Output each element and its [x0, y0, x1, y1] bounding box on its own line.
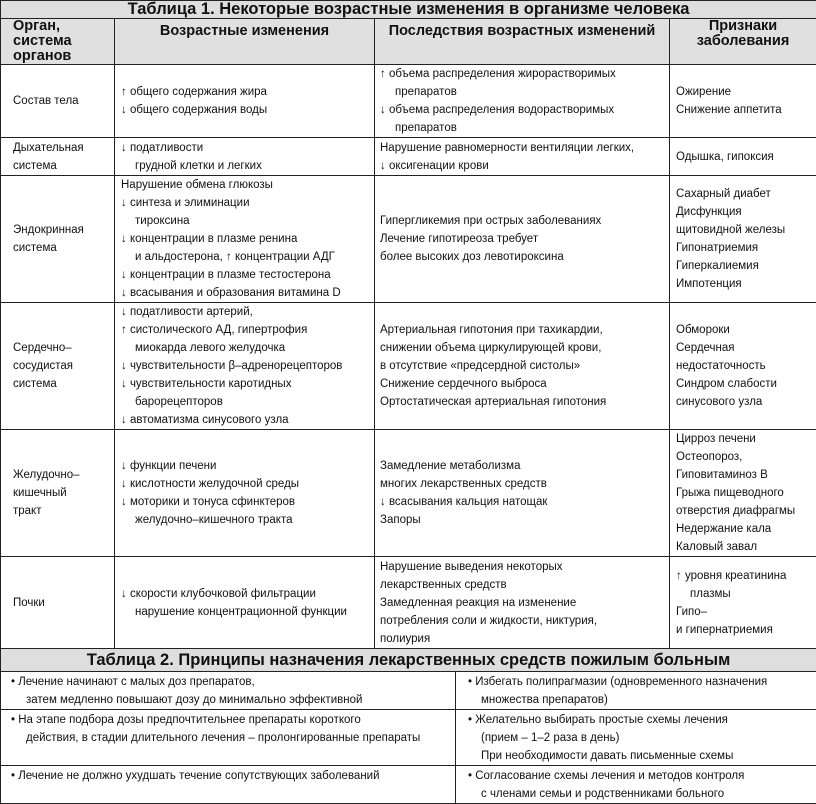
cell-line: плазмы: [670, 585, 816, 603]
cell-line: ↓ объема распределения водорастворимых: [375, 101, 669, 119]
cell-line: ↓ оксигенации крови: [375, 157, 669, 175]
table-row: [1, 710, 816, 766]
cell-line: синусового узла: [670, 393, 816, 411]
table2-title: Таблица 2. Принципы назначения лекарственных средств пожилым больным: [1, 649, 816, 672]
organ-cell: [1, 65, 115, 138]
principle-cell-left: [1, 766, 456, 804]
cell-line: в отсутствие «предсердной систолы»: [375, 357, 669, 375]
cell-line: ↓ чувствительности каротидных: [115, 375, 374, 393]
consequences-cell: [375, 65, 670, 138]
cell-line: Цирроз печени: [670, 430, 816, 448]
cell-line: лекарственных средств: [375, 576, 669, 594]
cell-line: Запоры: [375, 511, 669, 529]
principle-line: затем медленно повышают дозу до минимально эффективной: [1, 691, 455, 709]
cell-line: Нарушение обмена глюкозы: [115, 176, 374, 194]
cell-line: Замедление метаболизма: [375, 457, 669, 475]
cell-line: грудной клетки и легких: [115, 157, 374, 175]
principle-line: При необходимости давать письменные схемы: [456, 747, 816, 765]
cell-line: более высоких доз левотироксина: [375, 248, 669, 266]
consequences-cell: [375, 138, 670, 176]
principle-line: • На этапе подбора дозы предпочтительнее препараты короткого: [1, 711, 455, 729]
header-consequences: Последствия возрастных изменений: [375, 19, 670, 65]
organ-line: система: [13, 239, 114, 257]
cell-line: ↓ всасывания кальция натощак: [375, 493, 669, 511]
cell-line: желудочно–кишечного тракта: [115, 511, 374, 529]
cell-line: ↑ общего содержания жира: [115, 83, 374, 101]
header-organ: Орган, система органов: [1, 19, 115, 65]
cell-line: Снижение аппетита: [670, 101, 816, 119]
cell-line: отверстия диафрагмы: [670, 502, 816, 520]
cell-line: снижении объема циркулирующей крови,: [375, 339, 669, 357]
cell-line: ↓ податливости артерий,: [115, 303, 374, 321]
organ-cell: [1, 303, 115, 430]
organ-line: кишечный: [13, 484, 114, 502]
changes-cell: [115, 65, 375, 138]
organ-line: система: [13, 157, 114, 175]
cell-line: ↓ всасывания и образования витамина D: [115, 284, 374, 302]
organ-cell: [1, 138, 115, 176]
cell-line: ↓ общего содержания воды: [115, 101, 374, 119]
header-changes: Возрастные изменения: [115, 19, 375, 65]
cell-line: нарушение концентрационной функции: [115, 603, 374, 621]
cell-line: Недержание кала: [670, 520, 816, 538]
table-row: [1, 65, 816, 138]
cell-line: ↓ автоматизма синусового узла: [115, 411, 374, 429]
organ-line: Почки: [13, 594, 114, 612]
cell-line: Замедленная реакция на изменение: [375, 594, 669, 612]
changes-cell: [115, 557, 375, 649]
principle-line: множества препаратов): [456, 691, 816, 709]
cell-line: Гипонатриемия: [670, 239, 816, 257]
table1-title: Таблица 1. Некоторые возрастные изменения в организме человека: [1, 1, 816, 19]
organ-line: Дыхательная: [13, 139, 114, 157]
signs-cell: [670, 65, 816, 138]
cell-line: щитовидной железы: [670, 221, 816, 239]
principle-line: • Избегать полипрагмазии (одновременного назначения: [456, 673, 816, 691]
cell-line: ↑ уровня креатинина: [670, 567, 816, 585]
cell-line: ↓ кислотности желудочной среды: [115, 475, 374, 493]
table-row: [1, 672, 816, 710]
cell-line: Артериальная гипотония при тахикардии,: [375, 321, 669, 339]
prescription-principles-table: [0, 648, 816, 804]
cell-line: Нарушение выведения некоторых: [375, 558, 669, 576]
cell-line: Обмороки: [670, 321, 816, 339]
cell-line: и гипернатриемия: [670, 621, 816, 639]
cell-line: ↓ функции печени: [115, 457, 374, 475]
organ-line: тракт: [13, 502, 114, 520]
cell-line: Лечение гипотиреоза требует: [375, 230, 669, 248]
principle-cell-left: [1, 710, 456, 766]
signs-cell: [670, 430, 816, 557]
cell-line: Дисфункция: [670, 203, 816, 221]
cell-line: Ортостатическая артериальная гипотония: [375, 393, 669, 411]
changes-cell: [115, 430, 375, 557]
cell-line: ↓ чувствительности β–адренорецепторов: [115, 357, 374, 375]
consequences-cell: [375, 176, 670, 303]
table-row: [1, 766, 816, 804]
organ-cell: [1, 557, 115, 649]
cell-line: препаратов: [375, 83, 669, 101]
cell-line: Гипергликемия при острых заболеваниях: [375, 212, 669, 230]
cell-line: Снижение сердечного выброса: [375, 375, 669, 393]
changes-cell: [115, 303, 375, 430]
cell-line: тироксина: [115, 212, 374, 230]
signs-cell: [670, 138, 816, 176]
organ-line: система: [13, 375, 114, 393]
cell-line: Гипо–: [670, 603, 816, 621]
cell-line: Синдром слабости: [670, 375, 816, 393]
cell-line: препаратов: [375, 119, 669, 137]
principle-line: • Желательно выбирать простые схемы лечения: [456, 711, 816, 729]
organ-line: сосудистая: [13, 357, 114, 375]
cell-line: Одышка, гипоксия: [670, 148, 816, 166]
cell-line: ↓ концентрации в плазме ренина: [115, 230, 374, 248]
consequences-cell: [375, 430, 670, 557]
signs-cell: [670, 557, 816, 649]
table-row: [1, 176, 816, 303]
signs-cell: [670, 176, 816, 303]
cell-line: барорецепторов: [115, 393, 374, 411]
organ-cell: [1, 430, 115, 557]
table-row: [1, 557, 816, 649]
cell-line: и альдостерона, ↑ концентрации АДГ: [115, 248, 374, 266]
cell-line: недостаточность: [670, 357, 816, 375]
cell-line: Грыжа пищеводного: [670, 484, 816, 502]
cell-line: ↑ систолического АД, гипертрофия: [115, 321, 374, 339]
changes-cell: [115, 176, 375, 303]
header-signs: Признаки заболевания: [670, 19, 816, 65]
principle-line: с членами семьи и родственниками больного: [456, 785, 816, 803]
cell-line: Гиповитаминоз В: [670, 466, 816, 484]
cell-line: ↓ скорости клубочковой фильтрации: [115, 585, 374, 603]
principle-line: • Лечение начинают с малых доз препаратов,: [1, 673, 455, 691]
principle-line: действия, в стадии длительного лечения – пролонгированные препараты: [1, 729, 455, 747]
cell-line: миокарда левого желудочка: [115, 339, 374, 357]
cell-line: ↓ синтеза и элиминации: [115, 194, 374, 212]
signs-cell: [670, 303, 816, 430]
principle-line: • Лечение не должно ухудшать течение сопутствующих заболеваний: [1, 767, 455, 785]
cell-line: многих лекарственных средств: [375, 475, 669, 493]
organ-cell: [1, 176, 115, 303]
cell-line: ↓ моторики и тонуса сфинктеров: [115, 493, 374, 511]
organ-line: Состав тела: [13, 92, 114, 110]
cell-line: ↓ податливости: [115, 139, 374, 157]
principle-cell-right: [456, 672, 816, 710]
consequences-cell: [375, 557, 670, 649]
organ-line: Эндокринная: [13, 221, 114, 239]
organ-line: Желудочно–: [13, 466, 114, 484]
cell-line: потребления соли и жидкости, никтурия,: [375, 612, 669, 630]
principle-cell-left: [1, 672, 456, 710]
cell-line: Остеопороз,: [670, 448, 816, 466]
cell-line: Сахарный диабет: [670, 185, 816, 203]
consequences-cell: [375, 303, 670, 430]
cell-line: Нарушение равномерности вентиляции легких,: [375, 139, 669, 157]
cell-line: Сердечная: [670, 339, 816, 357]
cell-line: Ожирение: [670, 83, 816, 101]
cell-line: ↑ объема распределения жирорастворимых: [375, 65, 669, 83]
cell-line: Каловый завал: [670, 538, 816, 556]
principle-line: (прием – 1–2 раза в день): [456, 729, 816, 747]
principle-cell-right: [456, 766, 816, 804]
table-row: [1, 303, 816, 430]
table-row: [1, 138, 816, 176]
principle-cell-right: [456, 710, 816, 766]
principle-line: • Согласование схемы лечения и методов контроля: [456, 767, 816, 785]
cell-line: полиурия: [375, 630, 669, 648]
changes-cell: [115, 138, 375, 176]
cell-line: Импотенция: [670, 275, 816, 293]
organ-line: Сердечно–: [13, 339, 114, 357]
cell-line: ↓ концентрации в плазме тестостерона: [115, 266, 374, 284]
table-row: [1, 430, 816, 557]
cell-line: Гиперкалиемия: [670, 257, 816, 275]
